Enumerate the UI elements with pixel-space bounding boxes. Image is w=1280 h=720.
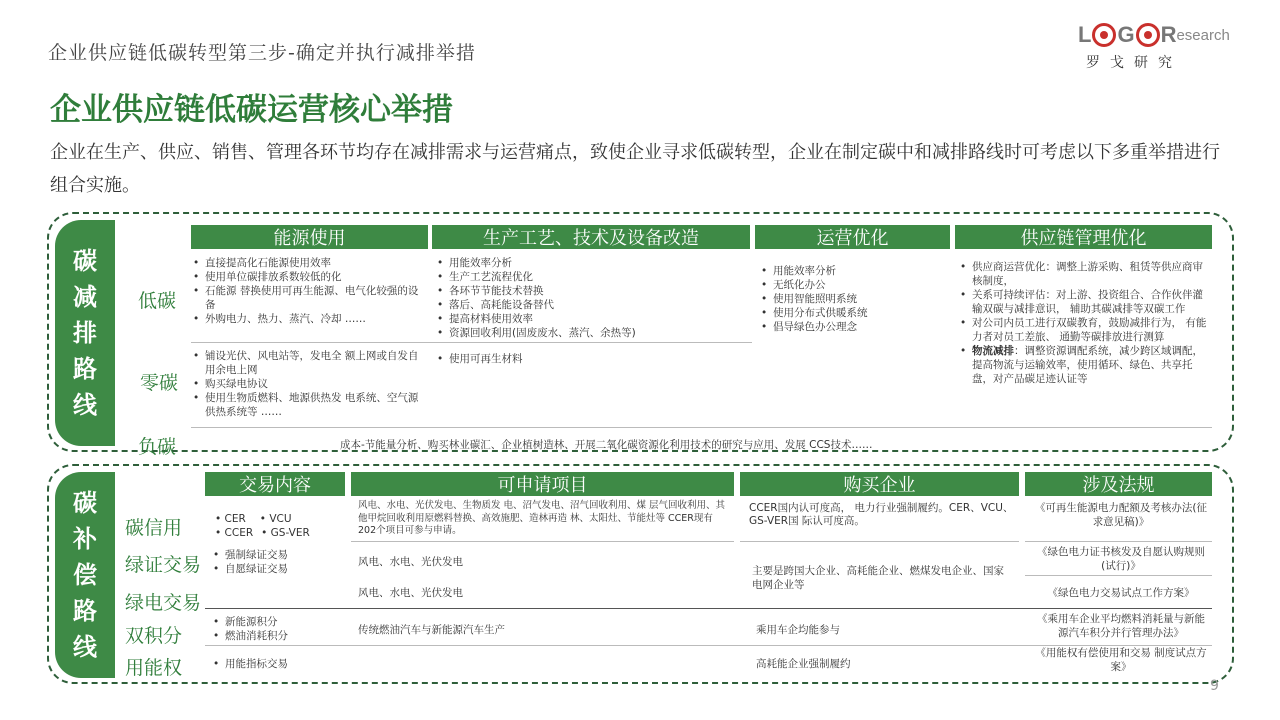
row-divider (205, 645, 1212, 646)
list-item: • CCER (215, 527, 254, 539)
row-label-carbon-credit: 碳信用 (125, 517, 183, 539)
green-power-law: 《绿色电力交易试点工作方案》 (1047, 587, 1195, 599)
logo-letter-r: R (1160, 22, 1177, 47)
credit-type: CCER (224, 527, 254, 539)
logo-target-icon-2 (1136, 23, 1160, 47)
energy-right-types (213, 657, 343, 671)
row-divider (191, 342, 752, 343)
list-item-text: 对公司内员工进行双碳教育，鼓励减排行为， 有能力者对员工差旅、 通勤等碳排放进行测算 (972, 317, 1207, 343)
intro-paragraph: 企业在生产、供应、销售、管理各环节均存在减排需求与运营痛点，致使企业寻求低碳转型，企业在制定碳中和减排路线时可考虑以下多重举措进行组合实施。 (50, 142, 1220, 196)
header-operations: 运营优化 (755, 225, 950, 249)
list-item: • 外购电力、热力、蒸汽、冷却 …… (193, 312, 425, 326)
list-item: • 铺设光伏、风电站等，发电全 额上网或自发自用余电上网 (193, 349, 425, 377)
list-item-bold: 物流减排 (972, 345, 1014, 357)
row-label-green-power: 绿电交易 (125, 592, 202, 614)
list-item: • 使用可再生材料 (437, 352, 749, 366)
list-item: • 用能指标交易 (213, 657, 343, 671)
row-label-green-cert: 绿证交易 (125, 554, 202, 576)
green-cert-law: 《绿色电力证书核发及自愿认购规则(试行)》 (1037, 546, 1205, 572)
logo-wordmark (1078, 22, 1238, 48)
tab-char: 碳 (73, 247, 97, 275)
green-cert-projects: 风电、水电、光伏发电 (358, 556, 463, 568)
list-item: • 用能效率分析 (437, 256, 749, 270)
list-item (960, 260, 1210, 288)
list-item: • 燃油消耗积分 (213, 629, 343, 643)
header-eligible-projects: 可申请项目 (351, 472, 734, 496)
list-item: • 倡导绿色办公理念 (761, 320, 951, 334)
energy-low-carbon-list (193, 256, 425, 326)
row-divider (740, 541, 1019, 542)
list-item: • 强制绿证交易 (213, 548, 343, 562)
tab-char: 排 (73, 319, 97, 347)
header-buyers: 购买企业 (740, 472, 1019, 496)
list-item: • 生产工艺流程优化 (437, 270, 749, 284)
emission-reduction-tab (55, 220, 115, 446)
list-item-text: ：调整资源调配系统，减少跨区域调配，提高物流与运输效率，使用循环、绿色、共享托盘，对产品碳足迹认证等 (972, 345, 1203, 385)
page-number: 9 (1210, 678, 1219, 694)
negative-carbon-text: 成本-节能量分析、购买林业碳汇、企业植树造林、开展二氧化碳资源化利用技术的研究与应用、发展 CCS技术…… (340, 439, 873, 451)
credit-types-row (215, 526, 345, 540)
list-item: • 石能源 替换使用可再生能源、电气化较强的设备 (193, 284, 425, 312)
logo (1078, 22, 1238, 82)
negative-carbon-measures (340, 438, 960, 452)
credit-type: VCU (269, 513, 292, 525)
list-item: • 使用分布式供暖系统 (761, 306, 951, 320)
operations-list (761, 264, 951, 334)
logo-letters-esearch: esearch (1176, 26, 1230, 44)
list-item: • 使用智能照明系统 (761, 292, 951, 306)
credit-law: 《可再生能源电力配额及考核办法(征求意见稿)》 (1034, 502, 1208, 528)
list-item: • 购买绿电协议 (193, 377, 425, 391)
dual-credit-buyers: 乘用车企均能参与 (756, 624, 840, 636)
row-label-dual-credit: 双积分 (125, 625, 183, 647)
energy-right-buyers: 高耗能企业强制履约 (756, 658, 851, 670)
list-item: • 资源回收利用(固废废水、蒸汽、余热等) (437, 326, 749, 340)
list-item (960, 288, 1210, 316)
credit-type: GS-VER (270, 527, 310, 539)
green-power-projects: 风电、水电、光伏发电 (358, 587, 463, 599)
list-item: • 用能效率分析 (761, 264, 951, 278)
tab-char: 碳 (73, 489, 97, 517)
row-label-low-carbon: 低碳 (138, 290, 177, 312)
tab-char: 偿 (73, 561, 97, 589)
row-label-negative-carbon: 负碳 (138, 436, 177, 458)
list-item: • CER (215, 513, 246, 525)
page-title: 企业供应链低碳运营核心举措 (50, 92, 453, 128)
header-energy-use: 能源使用 (191, 225, 428, 249)
row-divider (1025, 541, 1212, 542)
list-item: • GS-VER (261, 527, 310, 539)
list-item-text: 供应商运营优化：调整上游采购、租赁等供应商审核制度， (972, 261, 1203, 287)
list-item (960, 344, 1210, 386)
logo-target-icon (1092, 23, 1116, 47)
dual-credit-types (213, 615, 343, 643)
row-label-energy-right: 用能权 (125, 657, 183, 679)
logo-letter-g: G (1117, 22, 1135, 47)
logo-chinese: 罗戈研究 (1086, 55, 1182, 71)
process-zero-carbon-list (437, 352, 749, 366)
credit-buyers: CCER国内认可度高， 电力行业强制履约。CER、VCU、GS-VER国 际认可度高。 (749, 502, 1014, 527)
header-trade-content: 交易内容 (205, 472, 345, 496)
list-item: • 新能源积分 (213, 615, 343, 629)
header-regulations: 涉及法规 (1025, 472, 1212, 496)
tab-char: 路 (73, 597, 97, 625)
green-cert-types (213, 548, 343, 576)
tab-char: 补 (73, 525, 97, 553)
list-item: • 使用生物质燃料、地源供热发 电系统、空气源供热系统等 …… (193, 391, 425, 419)
list-item: • 自愿绿证交易 (213, 562, 343, 576)
list-item: • 提高材料使用效率 (437, 312, 749, 326)
header-supply-chain: 供应链管理优化 (955, 225, 1212, 249)
list-item: • 落后、高耗能设备替代 (437, 298, 749, 312)
process-low-carbon-list (437, 256, 749, 340)
list-item: • 使用单位碳排放系数较低的化 (193, 270, 425, 284)
energy-zero-carbon-list (193, 349, 425, 419)
credit-types (215, 512, 345, 540)
tab-char: 减 (73, 283, 97, 311)
slide-subtitle: 企业供应链低碳转型第三步-确定并执行减排举措 (48, 42, 476, 64)
tab-char: 线 (73, 391, 97, 419)
credit-projects: 风电、水电、光伏发电、生物质发 电、沼气发电、沼气回收利用、煤 层气回收利用、其他甲烷回收利用原燃料替换、高效施肥、造林再造 林、太阳灶、节能灶等 CCER现有202个项目可参与申请。 (358, 500, 726, 536)
green-buyers: 主要是跨国大企业、高耗能企业、燃煤发电企业、国家电网企业等 (752, 565, 1004, 591)
tab-char: 路 (73, 355, 97, 383)
row-divider (1025, 575, 1212, 576)
dual-credit-law: 《乘用车企业平均燃料消耗量与新能源汽车积分并行管理办法》 (1037, 613, 1205, 639)
offset-tab (55, 472, 115, 678)
row-label-zero-carbon: 零碳 (140, 372, 179, 394)
header-process-tech: 生产工艺、技术及设备改造 (432, 225, 750, 249)
supply-chain-list (960, 260, 1210, 386)
logo-letter-l: L (1078, 22, 1092, 47)
list-item: • 各环节节能技术替换 (437, 284, 749, 298)
credit-type: CER (224, 513, 246, 525)
list-item-text: 关系可持续评估：对上游、投资组合、合作伙伴灌输双碳与减排意识， 辅助其碳减排等双碳工作 (972, 289, 1203, 315)
list-item (960, 316, 1210, 344)
row-divider (191, 427, 1212, 428)
row-divider (205, 608, 1212, 609)
tab-char: 线 (73, 633, 97, 661)
list-item: • 无纸化办公 (761, 278, 951, 292)
energy-right-law: 《用能权有偿使用和交易 制度试点方案》 (1035, 647, 1207, 673)
list-item: • 直接提高化石能源使用效率 (193, 256, 425, 270)
credit-types-row (215, 512, 345, 526)
list-item: • VCU (259, 513, 292, 525)
dual-credit-projects: 传统燃油汽车与新能源汽车生产 (358, 624, 505, 636)
row-divider (351, 541, 734, 542)
